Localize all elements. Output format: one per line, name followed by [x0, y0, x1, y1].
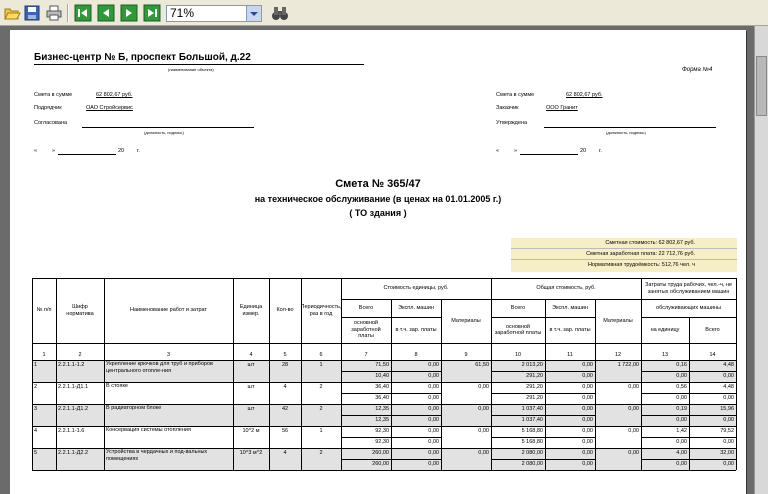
row-name: В стояке [106, 383, 128, 389]
row-period: 2 [319, 384, 323, 391]
row-labor-total: 15,96 [720, 406, 734, 413]
row-code: 2.2.1.1-Д1.1 [58, 384, 89, 391]
table-rule [491, 437, 595, 438]
table-rule [32, 470, 736, 471]
table-rule [32, 360, 736, 361]
row-machine-labor-total: 0,00 [723, 373, 734, 380]
row-unit-machines: 0,00 [428, 384, 439, 391]
left-date-year: 20 [118, 148, 125, 154]
row-unit: шт [247, 362, 255, 369]
header-total-machines: Экспл. машин [552, 304, 588, 311]
binoculars-icon[interactable] [271, 4, 289, 22]
table-rule [491, 278, 492, 470]
row-unit-wage: 12,35 [375, 417, 389, 424]
row-unit-all: 71,50 [375, 362, 389, 369]
row-labor-unit: 0,19 [676, 406, 687, 413]
header-unit: Единица измер. [239, 304, 263, 317]
header-total-all: Всего [510, 304, 526, 311]
row-period: 2 [319, 406, 323, 413]
table-rule [32, 343, 736, 344]
estimate-object: ( ТО здания ) [349, 208, 407, 218]
row-unit-materials: 0,00 [478, 406, 489, 413]
table-rule [689, 317, 690, 470]
row-unit-machine-wage: 0,00 [428, 417, 439, 424]
row-unit-wage: 92,30 [375, 439, 389, 446]
row-unit-wage: 10,40 [375, 373, 389, 380]
table-rule [32, 278, 736, 279]
row-unit-machines: 0,00 [428, 428, 439, 435]
row-machine-labor-unit: 0,00 [676, 373, 687, 380]
row-total-materials: 0,00 [628, 384, 639, 391]
open-icon[interactable] [3, 4, 21, 22]
row-unit-machines: 0,00 [428, 362, 439, 369]
row-name: Консервация системы отопления [106, 427, 191, 433]
column-number: 13 [661, 351, 669, 358]
zoom-select[interactable] [166, 5, 262, 22]
row-total-all: 2 080,00 [521, 450, 543, 457]
row-period: 1 [319, 428, 323, 435]
zoom-value: 71% [170, 6, 195, 20]
row-unit-machine-wage: 0,00 [428, 439, 439, 446]
right-date-q2: » [514, 148, 518, 154]
row-name: В радиаторном блоке [106, 405, 162, 411]
row-machine-labor-total: 0,00 [723, 439, 734, 446]
last-page-icon[interactable] [143, 4, 161, 22]
row-num: 3 [34, 406, 38, 413]
row-machine-labor-unit: 0,00 [676, 461, 687, 468]
header-total-materials: Материалы [603, 317, 633, 324]
row-unit: шт [247, 406, 255, 413]
header-total-cost-group: Общая стоимость, руб. [536, 285, 596, 292]
print-icon[interactable] [45, 4, 63, 22]
row-labor-unit: 4,00 [676, 450, 687, 457]
column-number: 10 [514, 351, 522, 358]
document-page [10, 30, 746, 494]
header-unit-materials: Материалы [451, 317, 481, 324]
row-qty: 4 [283, 384, 287, 391]
row-unit-all: 260,00 [372, 450, 389, 457]
column-number: 14 [709, 351, 716, 358]
table-rule [233, 278, 234, 470]
right-date-year: 20 [580, 148, 587, 154]
row-unit: 10^3 м^2 [239, 450, 263, 457]
estimate-subtitle: на техническое обслуживание (в ценах на 01.01.2005 г.) [254, 194, 502, 204]
column-number: 3 [166, 351, 171, 358]
agreed-label: Согласована [34, 120, 68, 126]
org-title: Бизнес-центр № Б, проспект Большой, д.22 [34, 52, 251, 63]
row-qty: 4 [283, 450, 287, 457]
row-labor-total: 32,00 [720, 450, 734, 457]
row-unit-wage: 36,40 [375, 395, 389, 402]
row-total-wage: 2 080,00 [521, 461, 543, 468]
row-unit: шт [247, 384, 255, 391]
prev-page-icon[interactable] [97, 4, 115, 22]
contractor-label: Подрядчик [34, 105, 62, 111]
table-rule [491, 415, 595, 416]
row-machine-labor-total: 0,00 [723, 417, 734, 424]
header-num: № п/п [36, 307, 52, 314]
row-unit-materials: 0,00 [478, 384, 489, 391]
estimate-table [10, 30, 746, 494]
right-sign-caption: (должность, подпись) [606, 130, 646, 135]
row-total-machines: 0,00 [582, 450, 593, 457]
left-sum-label: Смета в сумме [34, 92, 73, 98]
table-rule [341, 299, 736, 300]
row-num: 1 [34, 362, 38, 369]
row-unit-all: 12,35 [375, 406, 389, 413]
column-number: 4 [249, 351, 253, 358]
row-code: 2.2.1.1-1.2 [58, 362, 85, 369]
row-total-wage: 1 037,40 [521, 417, 543, 424]
table-rule [104, 278, 105, 470]
row-machine-labor-unit: 0,00 [676, 439, 687, 446]
table-rule [491, 459, 595, 460]
toolbar-separator [67, 4, 69, 22]
column-number: 5 [283, 351, 287, 358]
row-unit-machines: 0,00 [428, 406, 439, 413]
column-number: 6 [319, 351, 323, 358]
row-labor-total: 4,48 [723, 384, 734, 391]
column-number: 7 [364, 351, 368, 358]
row-total-machines: 0,00 [582, 428, 593, 435]
header-labor-group: Затраты труда рабочих, чел.-ч, не занятых обслуживанием машин [645, 282, 732, 295]
row-unit-machine-wage: 0,00 [428, 461, 439, 468]
row-machine-labor-unit: 0,00 [676, 417, 687, 424]
row-code: 2.2.1.1-Д2.2 [58, 450, 89, 457]
header-name: Наименование работ и затрат [129, 307, 207, 314]
table-rule [269, 278, 270, 470]
table-rule [301, 278, 302, 470]
row-unit-all: 36,40 [375, 384, 389, 391]
row-labor-unit: 0,56 [676, 384, 687, 391]
row-code: 2.2.1.1-1.6 [58, 428, 85, 435]
row-total-machines: 0,00 [582, 362, 593, 369]
left-sign-caption: (должность, подпись) [144, 130, 184, 135]
row-machine-labor-unit: 0,00 [676, 395, 687, 402]
left-date-q2: » [52, 148, 56, 154]
row-total-all: 5 168,80 [521, 428, 543, 435]
table-rule [341, 278, 342, 470]
row-unit-machines: 0,00 [428, 450, 439, 457]
row-total-machine-wage: 0,00 [582, 395, 593, 402]
row-unit-materials: 61,50 [475, 362, 489, 369]
customer-value: ООО Гранит [546, 105, 578, 111]
row-labor-unit: 1,42 [676, 428, 687, 435]
org-caption: (наименование объекта) [168, 67, 214, 72]
header-unit-incl-wage: в т.ч. зар. платы [395, 326, 437, 333]
row-labor-total: 79,52 [720, 428, 734, 435]
table-rule [441, 299, 442, 470]
approved-label: Утверждена [496, 120, 528, 126]
header-per-unit: на единицу [650, 326, 680, 333]
right-date-g: г. [599, 148, 602, 154]
row-total-materials: 0,00 [628, 450, 639, 457]
table-rule [32, 278, 33, 470]
header-unit-main-wage: основной заработной платы [351, 320, 381, 340]
summary-line-labor: Нормативная трудоёмкость: 512,76 чел. ч [587, 262, 695, 268]
row-total-wage: 291,20 [526, 373, 543, 380]
table-rule [641, 278, 642, 470]
row-total-all: 291,20 [526, 384, 543, 391]
row-unit-machine-wage: 0,00 [428, 395, 439, 402]
next-page-icon[interactable] [120, 4, 138, 22]
row-qty: 28 [281, 362, 289, 369]
table-rule [545, 299, 546, 470]
column-number: 1 [42, 351, 46, 358]
scrollbar-thumb[interactable] [756, 56, 767, 116]
form-label: Форма №4 [682, 67, 713, 73]
header-unit-cost-group: Стоимость единицы, руб. [383, 285, 449, 292]
table-rule [491, 371, 595, 372]
row-code: 2.2.1.1-Д1.2 [58, 406, 89, 413]
row-labor-unit: 0,16 [676, 362, 687, 369]
row-unit-materials: 0,00 [478, 428, 489, 435]
header-period: Периодичность, раз в год [300, 304, 342, 317]
table-rule [56, 278, 57, 470]
header-unit-machines: Экспл. машин [398, 304, 434, 311]
column-number: 2 [78, 351, 82, 358]
column-number: 8 [414, 351, 418, 358]
row-total-wage: 5 168,80 [521, 439, 543, 446]
header-total-incl-wage: в т.ч. зар. платы [549, 326, 591, 333]
row-unit-materials: 0,00 [478, 450, 489, 457]
row-total-machine-wage: 0,00 [582, 417, 593, 424]
left-sum-value: 62 802,67 руб. [96, 92, 133, 98]
contractor-value: ОАО Стройсервис [86, 105, 133, 111]
header-labor-sub: обслуживающих машины [656, 304, 721, 311]
row-unit: 10^2 м [242, 428, 260, 435]
header-unit-all: Всего [358, 304, 374, 311]
table-rule [491, 317, 595, 318]
row-total-materials: 1 722,00 [617, 362, 639, 369]
row-total-machines: 0,00 [582, 406, 593, 413]
row-num: 2 [34, 384, 38, 391]
row-total-materials: 0,00 [628, 406, 639, 413]
row-qty: 56 [281, 428, 289, 435]
right-date-q1: « [496, 148, 500, 154]
row-period: 1 [319, 362, 323, 369]
toolbar [0, 0, 768, 26]
left-date-g: г. [137, 148, 140, 154]
row-total-machine-wage: 0,00 [582, 373, 593, 380]
table-rule [391, 299, 392, 470]
row-num: 5 [34, 450, 38, 457]
column-number: 11 [567, 351, 573, 358]
row-total-machine-wage: 0,00 [582, 439, 593, 446]
row-total-all: 1 037,40 [521, 406, 543, 413]
table-rule [595, 299, 596, 470]
row-period: 2 [319, 450, 323, 457]
row-unit-all: 92,30 [375, 428, 389, 435]
row-unit-wage: 260,00 [372, 461, 389, 468]
row-total-machine-wage: 0,00 [582, 461, 593, 468]
left-date-q1: « [34, 148, 38, 154]
header-labor-total: Всего [705, 326, 720, 333]
column-number: 12 [614, 351, 622, 358]
column-number: 9 [464, 351, 468, 358]
estimate-title: Смета № 365/47 [335, 178, 421, 190]
first-page-icon[interactable] [74, 4, 92, 22]
right-sum-label: Смета в сумме [496, 92, 535, 98]
header-code: Шифр норматива [66, 304, 94, 317]
summary-line-wage: Сметная заработная плата: 22 712,76 руб. [586, 251, 695, 257]
row-total-wage: 291,20 [526, 395, 543, 402]
table-rule [491, 393, 595, 394]
header-qty: Кол-во [276, 307, 294, 314]
row-num: 4 [34, 428, 38, 435]
save-icon[interactable] [23, 4, 41, 22]
row-name: Укрепление крючков для труб и приборов центрального отопле-ния [106, 361, 213, 374]
header-total-main-wage: основной заработной платы [494, 323, 542, 336]
row-machine-labor-total: 0,00 [723, 395, 734, 402]
chevron-down-icon[interactable] [246, 6, 261, 21]
right-sum-value: 62 802,67 руб. [566, 92, 603, 98]
customer-label: Заказчик [496, 105, 519, 111]
row-total-materials: 0,00 [628, 428, 639, 435]
row-labor-total: 4,48 [723, 362, 734, 369]
row-name: Устройства в чердачных и под-вальных помещениях [106, 449, 208, 462]
row-total-machines: 0,00 [582, 384, 593, 391]
row-qty: 42 [281, 406, 289, 413]
table-rule [736, 278, 737, 470]
row-total-all: 2 013,20 [521, 362, 543, 369]
summary-line-cost: Сметная стоимость: 62 802,67 руб. [605, 240, 695, 246]
row-machine-labor-total: 0,00 [723, 461, 734, 468]
row-unit-machine-wage: 0,00 [428, 373, 439, 380]
vertical-scrollbar[interactable] [754, 26, 768, 494]
